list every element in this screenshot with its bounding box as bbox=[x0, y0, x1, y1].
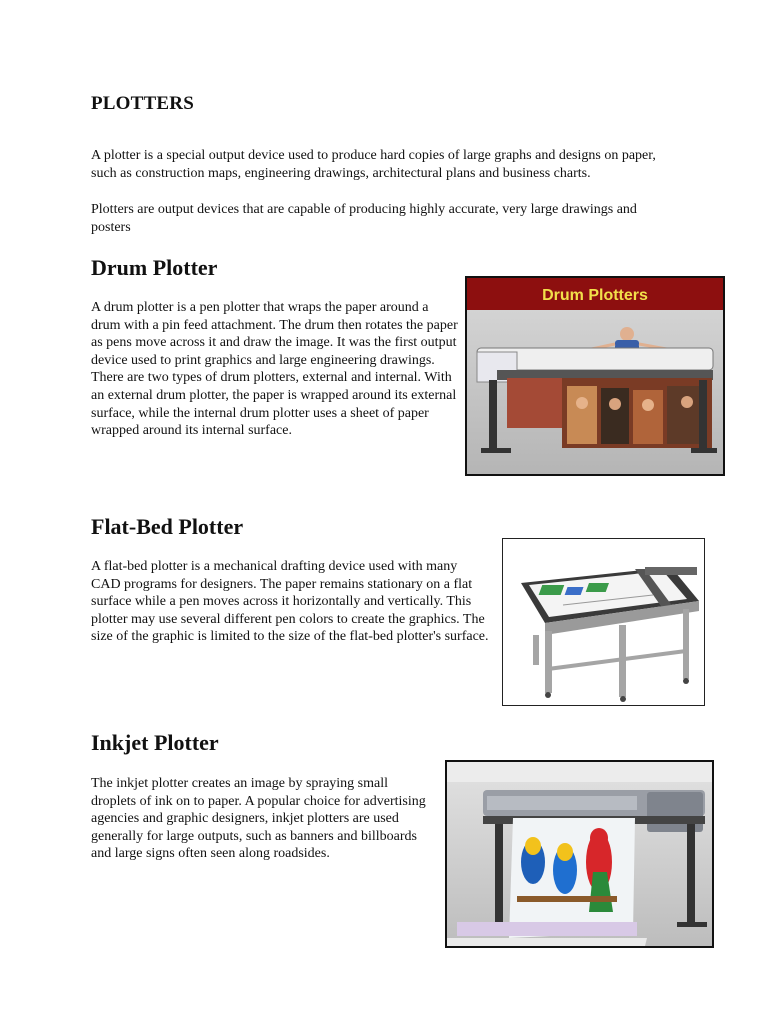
section-body-drum-plotter: A drum plotter is a pen plotter that wraps the paper around a drum with a pin feed attachment. The drum then rotates the paper as pens move across it and draw the image. It was the first output device used to print graphics and large engineering drawings. There are two types of drum plotters, external and internal. With an external drum plotter, the paper is wrapped around its external surface, while the internal drum plotter uses a sheet of paper wrapped around its internal surface. bbox=[91, 300, 458, 439]
page-title: PLOTTERS bbox=[91, 93, 194, 114]
intro-paragraph-1: A plotter is a special output device used to produce hard copies of large graphs and designs on paper, such as construction maps, engineering drawings, architectural plans and business charts. bbox=[91, 148, 656, 181]
intro-paragraph-2: Plotters are output devices that are capable of producing highly accurate, very large drawings and posters bbox=[91, 202, 637, 235]
section-body-inkjet-plotter: The inkjet plotter creates an image by spraying small droplets of ink on to paper. A popular choice for advertising agencies and graphic designers, inkjet plotters are used generally for large outputs, such as banners and billboards and large signs often seen along roadsides. bbox=[91, 776, 426, 862]
section-heading-drum-plotter: Drum Plotter bbox=[91, 255, 218, 280]
drum-plotter-banner-text: Drum Plotters bbox=[542, 287, 648, 304]
flat-bed-plotter-image bbox=[502, 538, 705, 706]
drum-plotter-image bbox=[465, 276, 725, 476]
section-heading-flat-bed-plotter: Flat-Bed Plotter bbox=[91, 514, 244, 539]
section-body-flat-bed-plotter: A flat-bed plotter is a mechanical drafting device used with many CAD programs for designers. The paper remains stationary on a flat surface while a pen moves across it horizontally and vertically. This plotter may use several different pen colors to create the graphics. The size of the graphic is limited to the size of the flat-bed plotter's surface. bbox=[91, 559, 489, 645]
inkjet-plotter-image bbox=[445, 760, 714, 948]
section-heading-inkjet-plotter: Inkjet Plotter bbox=[91, 730, 219, 755]
